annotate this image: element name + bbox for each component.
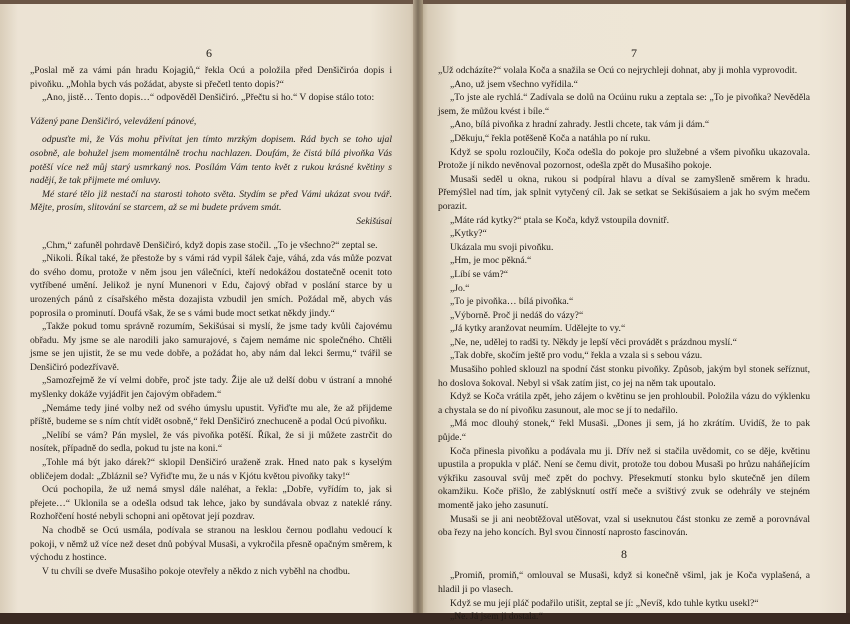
paragraph: „Líbí se vám?“ <box>450 268 509 280</box>
letter-greeting: Vážený pane Denšičiró, velevážení pánové, <box>30 115 197 127</box>
paragraph: „Tak dobře, skočím ještě pro vodu,“ řekla a vzala si s sebou vázu. <box>450 350 703 362</box>
paragraph: „Hm, je moc pěkná.“ <box>450 255 532 267</box>
paragraph: Musašiho pohled sklouzl na spodní část stonku pivoňky. Způsob, jakým byl stonek seříznut, ho doslova šokoval. Nebyl si však zatím jist, co jej na něm tak upoutalo. <box>438 364 810 389</box>
paragraph: „Děkuju,“ řekla potěšeně Koča a natáhla po ní ruku. <box>450 132 651 144</box>
letter-paragraph: odpusťte mi, že Vás mohu přivítat jen tímto mrzkým dopisem. Rád bych se toho ujal osobně, ale bohužel jsem momentálně trochu nachlazen. Doufám, že čistá bílá pivoňka Vás potěší více než můj starý usmrkaný nos. Posílám Vám tento květ z rukou krásné květiny s nadějí, že tak přijmete mé omluvy. <box>30 134 392 187</box>
chapter-number: 8 <box>621 546 627 561</box>
paragraph: „Máte rád kytky?“ ptala se Koča, když vstoupila dovnitř. <box>450 214 669 226</box>
paragraph: „Kytky?“ <box>450 228 487 240</box>
paragraph: Když se mu její pláč podařilo utišit, zeptal se jí: „Nevíš, kdo tuhle kytku usekl?“ <box>450 597 759 609</box>
paragraph: „Nelíbí se vám? Pán myslel, že vás pivoňka potěší. Říkal, že si ji můžete zastrčit do nosítek, případně do sedla, pokud tu jste na koni.“ <box>30 429 392 455</box>
paragraph: Ocú pochopila, že už nemá smysl dále naléhat, a řekla: „Dobře, vyřídím to, jak si přejete…“ Uklonila se a odešla odsud tak lehce, jako by sundávala obvaz z nateklé rány. Rozhořčení hosté nebyli schopni ani opětovat její pozdrav. <box>30 484 392 523</box>
paragraph: „Nemáme tedy jiné volby než od svého úmyslu upustit. Vyřiďte mu ale, že až přijdeme příště, budeme se s ním chtít vidět osobně,“ řekl Denšičiró znechuceně a podal Ocú pivoňku. <box>30 402 392 428</box>
left-page-number: 6 <box>206 46 212 60</box>
paragraph: „Jo.“ <box>450 282 470 294</box>
paragraph: Koča přinesla pivoňku a podávala mu ji. Dřív než si stačila uvědomit, co se děje, květinu upustila a propukla v pláč. Není se čemu divit, protože tou dobou Musaši po hrůzu naháňejícím výkřiku zasouval svůj meč zpět do pochvy. Přesekmutí stonku bylo skutečně jen dílem okamžiku. Koče přišlo, že zablýsknutí ostří meče a svištivý zvuk se odehrály ve stejném momentě jako jeho zasunutí. <box>438 445 810 511</box>
letter <box>30 115 392 229</box>
book-gutter <box>413 0 423 613</box>
paragraph: „Nikoli. Říkal také, že přestože by s vámi rád vypil šálek čaje, váhá, zda vás může pozvat do svého domu, protože v něm jsou jen válečníci, kteří nedokážou dostatečně ocenit toto vytříbené umění. Jelikož je nyní Munenori v Edu, čajový obřad v poslání starce by u urozených pánů z císařského města dozajista vzbudil jen smích. Požádal mě, abych vás poprosila o prominutí. Doufá však, že se s vámi bude moct setkat někdy jindy.“ <box>30 253 392 319</box>
paragraph: „Takže pokud tomu správně rozumím, Sekišúsai si myslí, že jsme tady kvůli čajovému obřadu. My jsme se ale narodili jako samurajové, s čajem nemáme nic společného. Chtěli jsme se jen ujistit, že se mu vede dobře, a požádat ho, aby nám dal lekci šermu,“ tvářil se Denšičiró podezřívavě. <box>30 321 392 373</box>
paragraph: „Má moc dlouhý stonek,“ řekl Musaši. „Dones ji sem, já ho zkrátím. Uvidíš, že to pak půjde.“ <box>438 418 810 444</box>
paragraph: „Já kytky aranžovat neumím. Udělejte to vy.“ <box>450 323 626 335</box>
paragraph: „Samozřejmě že ví velmi dobře, proč jste tady. Žije ale už delší dobu v ústraní a mnohé myšlenky dokáže vyjádřit jen čajovým obřadem.“ <box>30 375 392 401</box>
paragraph: „Už odcházíte?“ volala Koča a snažila se Ocú co nejrychleji dohnat, aby ji mohla vyprovodit. <box>438 65 798 76</box>
paragraph: „Ne, ne, udělej to radši ty. Někdy je lepší věci provádět s prázdnou myslí.“ <box>450 336 737 348</box>
left-page <box>0 4 418 613</box>
paragraph: „To je pivoňka… bílá pivoňka.“ <box>450 296 574 308</box>
paragraph: „Ano, už jsem všechno vyřídila.“ <box>450 78 578 90</box>
paragraph: „Výborně. Proč ji nedáš do vázy?“ <box>450 309 584 321</box>
paragraph: Ukázala mu svoji pivoňku. <box>450 241 554 253</box>
right-page-text <box>438 64 810 624</box>
paragraph: Když se spolu rozloučily, Koča odešla do pokoje pro služebné a všem pivoňku ukazovala. Protože jí nikdo nevěnoval pozornost, odešla zpět do Musašiho pokoje. <box>438 146 810 172</box>
paragraph: „Ano, bílá pivoňka z hradní zahrady. Jestli chcete, tak vám ji dám.“ <box>450 119 710 131</box>
paragraph: Když se Koča vrátila zpět, jeho zájem o květinu se jen prohloubil. Položila vázu do výklenku a chystala se do ní pivoňku zasunout, ale moc se jí to nedařilo. <box>438 391 810 416</box>
letter-paragraph: Mé staré tělo již nestačí na starosti tohoto světa. Stydím se před Vámi ukázat svou tvář. Mějte, prosím, slitování se starcem, až se mi budete právem smát. <box>30 188 392 214</box>
book-edge-right <box>846 0 850 613</box>
right-page <box>418 4 850 623</box>
right-page-number: 7 <box>631 46 637 60</box>
paragraph: „Ano, jistě… Tento dopis…“ odpověděl Denšičiró. „Přečtu si ho.“ V dopise stálo toto: <box>42 92 375 104</box>
left-page-text <box>30 64 392 578</box>
letter-signature: Sekišúsai <box>356 215 392 227</box>
paragraph: „Tohle má být jako dárek?“ sklopil Denšičiró uraženě zrak. Hned nato pak s kyselým obličejem dodal: „Zbláznil se? Vyřiďte mu, že u nás v Kjótu květou pivoňky taky!“ <box>30 457 392 482</box>
paragraph: „Ne. Já jsem ji dostala.“ <box>450 611 543 623</box>
paragraph: Musaši se ji ani neobtěžoval utěšovat, vzal si useknutou část stonku ze země a porovnával oba řezy na jeho koncích. Byl svou činností naprosto fascinován. <box>438 513 810 539</box>
paragraph: V tu chvíli se dveře Musašiho pokoje otevřely a někdo z nich vyběhl na chodbu. <box>42 565 351 577</box>
paragraph: „Promiň, promiň,“ omlouval se Musaši, když si konečně všiml, jak je Koča vyplašená, a hladil ji po vlasech. <box>438 570 810 595</box>
paragraph: „Poslal mě za vámi pán hradu Kojagiů,“ řekla Ocú a položila před Denšičiróa dopis i pivoňku. „Mohla bych vás požádat, abyste si přečetl tento dopis?“ <box>30 65 392 90</box>
paragraph: Musaši seděl u okna, rukou si podpíral hlavu a díval se zamyšleně směrem k hradu. Přemýšlel nad tím, jak splnit vytyčený cíl. Jak se setkat se Sekišúsaiem a jak ho svým mečem porazit. <box>438 173 810 212</box>
paragraph: „To jste ale rychlá.“ Zadívala se dolů na Ocúinu ruku a zeptala se: „To je pivoňka? Nevěděla jsem, že můžou kvést i bíle.“ <box>438 92 810 117</box>
paragraph: Na chodbě se Ocú usmála, podívala se stranou na lesklou černou podlahu vedoucí k pokoji, v němž už více než deset dnů pobýval Musaši, a vykročila přesně opačným směrem, k východu z hostince. <box>30 525 392 564</box>
paragraph: „Chm,“ zafuněl pohrdavě Denšičiró, když dopis zase stočil. „To je všechno?“ zeptal se. <box>42 239 378 251</box>
